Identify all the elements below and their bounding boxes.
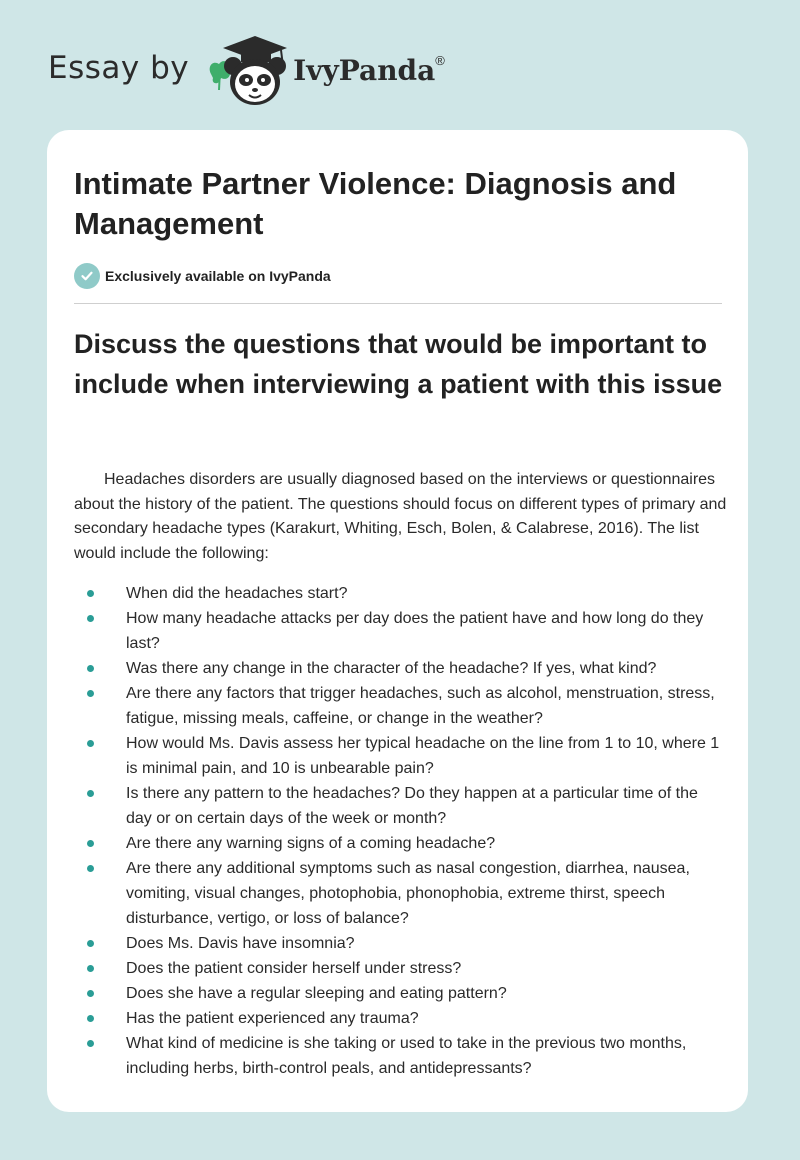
list-item xyxy=(74,581,724,606)
list-item xyxy=(74,681,724,731)
list-item-text: When did the headaches start? xyxy=(126,585,348,602)
page-title: Intimate Partner Violence: Diagnosis and Management xyxy=(74,166,677,241)
list-item xyxy=(74,956,724,981)
brand-name[interactable]: IvyPanda® xyxy=(293,53,445,87)
list-item xyxy=(74,656,724,681)
bullet-icon xyxy=(87,1040,94,1047)
check-icon xyxy=(74,263,100,289)
list-item-text: Is there any pattern to the headaches? Do they happen at a particular time of the day or on certain days of the week or month? xyxy=(126,785,698,827)
bullet-icon xyxy=(87,990,94,997)
list-item-text: What kind of medicine is she taking or used to take in the previous two months, including herbs, birth-control peals, and antidepressants? xyxy=(126,1035,687,1077)
bullet-icon xyxy=(87,965,94,972)
list-item xyxy=(74,1031,724,1081)
exclusive-badge-label: Exclusively available on IvyPanda xyxy=(105,268,331,284)
bullet-icon xyxy=(87,790,94,797)
list-item xyxy=(74,981,724,1006)
section-heading: Discuss the questions that would be important to include when interviewing a patient with this issue xyxy=(74,329,723,399)
list-item xyxy=(74,731,724,781)
bullet-icon xyxy=(87,665,94,672)
list-item-text: How many headache attacks per day does the patient have and how long do they last? xyxy=(126,610,704,652)
list-item xyxy=(74,606,724,656)
bullet-icon xyxy=(87,840,94,847)
list-item-text: Does the patient consider herself under stress? xyxy=(126,960,462,977)
panda-logo-icon[interactable] xyxy=(203,30,289,110)
bullet-icon xyxy=(87,740,94,747)
bullet-icon xyxy=(87,615,94,622)
exclusive-badge xyxy=(74,263,331,289)
list-item-text: Are there any factors that trigger headaches, such as alcohol, menstruation, stress, fatigue, missing meals, caffeine, or change in the weather? xyxy=(126,685,715,727)
list-item-text: Does she have a regular sleeping and eating pattern? xyxy=(126,985,507,1002)
site-header xyxy=(48,30,445,110)
bullet-icon xyxy=(87,590,94,597)
list-item xyxy=(74,856,724,931)
bullet-icon xyxy=(87,1015,94,1022)
bullet-icon xyxy=(87,690,94,697)
bullet-icon xyxy=(87,865,94,872)
essay-card xyxy=(47,130,748,1112)
divider xyxy=(74,303,722,304)
question-list xyxy=(74,581,724,1081)
essay-by-label: Essay by xyxy=(48,50,190,86)
list-item xyxy=(74,1006,724,1031)
list-item xyxy=(74,781,724,831)
list-item-text: Has the patient experienced any trauma? xyxy=(126,1010,419,1027)
intro-paragraph: Headaches disorders are usually diagnosed based on the interviews or questionnaires about the history of the patient. The questions should focus on different types of primary and secondary headache types (Karakurt, Whiting, Esch, Bolen, & Calabrese, 2016). The list would include the following: xyxy=(74,471,727,562)
list-item xyxy=(74,931,724,956)
list-item xyxy=(74,831,724,856)
list-item-text: Are there any warning signs of a coming headache? xyxy=(126,835,496,852)
bullet-icon xyxy=(87,940,94,947)
list-item-text: How would Ms. Davis assess her typical headache on the line from 1 to 10, where 1 is minimal pain, and 10 is unbearable pain? xyxy=(126,735,720,777)
list-item-text: Are there any additional symptoms such as nasal congestion, diarrhea, nausea, vomiting, visual changes, photophobia, phonophobia, extreme thirst, speech disturbance, vertigo, or loss of balance? xyxy=(126,860,690,927)
list-item-text: Does Ms. Davis have insomnia? xyxy=(126,935,355,952)
list-item-text: Was there any change in the character of the headache? If yes, what kind? xyxy=(126,660,657,677)
